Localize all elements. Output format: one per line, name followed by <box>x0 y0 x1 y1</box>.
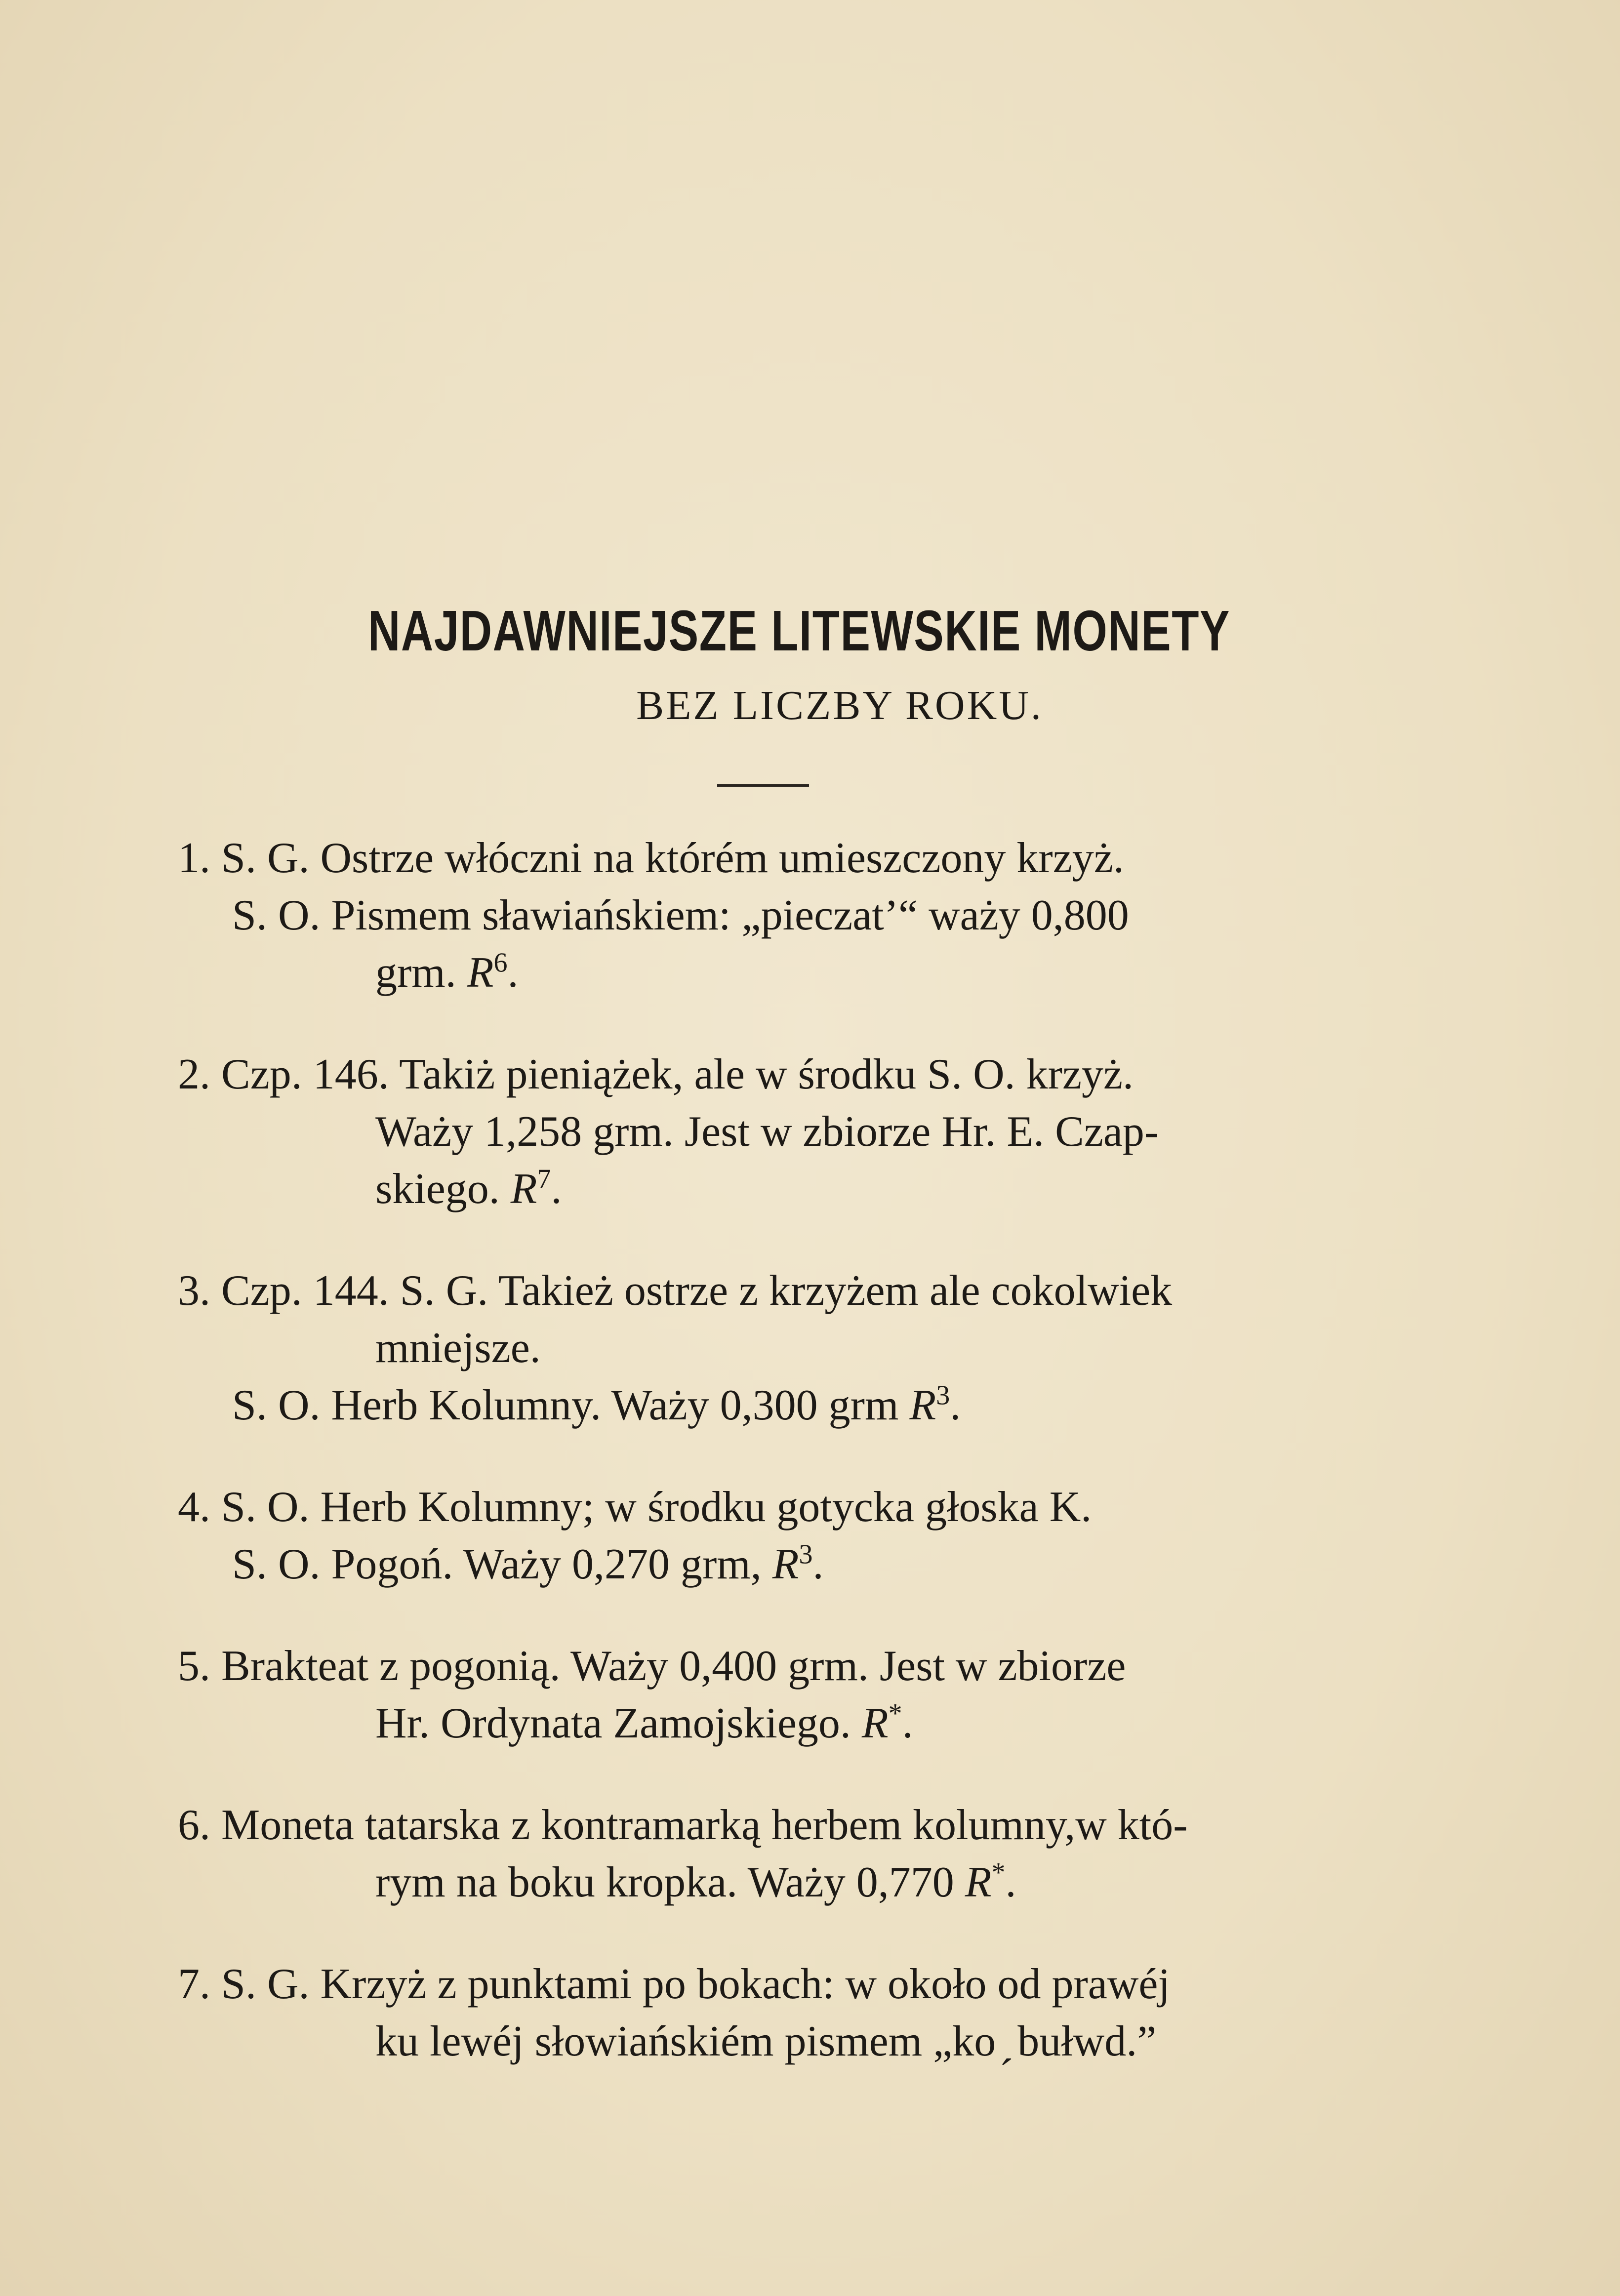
rarity-mark: R <box>467 949 494 997</box>
rarity-degree: 7 <box>537 1164 551 1195</box>
rarity-mark: R <box>861 1699 889 1747</box>
entry-line <box>178 1161 1363 1218</box>
punctuation: . <box>950 1381 961 1429</box>
entry-text: Czp. 144. S. G. Takież ostrze z krzyżem ale cokolwiek <box>221 1267 1173 1315</box>
entry-line: S. O. Pismem sławiańskiem: „pieczat’“ waży 0,800 <box>232 891 1129 939</box>
entry-text: Brakteat z pogonią. Waży 0,400 grm. Jest w zbiorze <box>221 1642 1126 1690</box>
rarity-mark: R <box>965 1858 992 1906</box>
entry-number: 4. <box>178 1483 210 1531</box>
entry-number: 5. <box>178 1642 210 1690</box>
entry-line <box>178 1956 1363 2013</box>
entry-line <box>178 830 1363 887</box>
rarity-degree: * <box>888 1698 902 1729</box>
entry-line <box>178 1854 1363 1911</box>
entry-line <box>178 944 1363 1002</box>
rarity-mark: R <box>772 1540 799 1588</box>
entry-line <box>178 1695 1363 1752</box>
rarity-degree: 6 <box>493 947 508 978</box>
entry-number: 1. <box>178 834 210 882</box>
entry-list <box>0 830 1620 2115</box>
rarity-mark: R <box>909 1381 936 1429</box>
punctuation: . <box>1005 1858 1016 1906</box>
page-subtitle: BEZ LICZBY ROKU. <box>636 683 1043 728</box>
entry-line <box>178 1377 1363 1434</box>
entry-number: 7. <box>178 1960 210 2008</box>
rarity-mark: R <box>510 1165 537 1213</box>
entry-number: 3. <box>178 1267 210 1315</box>
entry-text: Hr. Ordynata Zamojskiego. <box>375 1699 851 1747</box>
entry-text: S. G. Krzyż z punktami po bokach: w około od prawéj <box>221 1960 1170 2008</box>
entry-line <box>178 1536 1363 1593</box>
entry-text: Moneta tatarska z kontramarką herbem kolumny,w któ- <box>221 1801 1188 1849</box>
punctuation: . <box>551 1165 562 1213</box>
list-item <box>178 1638 1363 1752</box>
entry-text: skiego. <box>375 1165 500 1213</box>
rarity-degree: 3 <box>799 1539 813 1570</box>
entry-text: S. O. Pogoń. Waży 0,270 grm, <box>232 1540 762 1588</box>
rarity-degree: 3 <box>936 1380 950 1411</box>
list-item <box>178 1046 1363 1218</box>
entry-line: Waży 1,258 grm. Jest w zbiorze Hr. E. Czap- <box>375 1108 1159 1156</box>
punctuation: . <box>902 1699 913 1747</box>
entry-line: ku lewéj słowiańskiém pismem „ko ̗ bułwd.” <box>375 2017 1157 2065</box>
entry-line <box>178 1262 1363 1320</box>
page-title: NAJDAWNIEJSZE LITEWSKIE MONETY <box>368 599 1230 663</box>
entry-text: grm. <box>375 949 456 997</box>
rarity-degree: * <box>991 1857 1006 1888</box>
entry-line <box>178 1797 1363 1854</box>
list-item <box>178 1797 1363 1911</box>
entry-line: mniejsze. <box>375 1324 541 1372</box>
title-divider <box>717 784 809 787</box>
entry-text: rym na boku kropka. Waży 0,770 <box>375 1858 954 1906</box>
entry-number: 2. <box>178 1050 210 1098</box>
entry-text: Czp. 146. Takiż pieniążek, ale w środku S. O. krzyż. <box>221 1050 1134 1098</box>
list-item <box>178 1479 1363 1593</box>
punctuation: . <box>507 949 519 997</box>
entry-line <box>178 1479 1363 1536</box>
entry-number: 6. <box>178 1801 210 1849</box>
entry-text: S. O. Herb Kolumny. Waży 0,300 grm <box>232 1381 899 1429</box>
punctuation: . <box>812 1540 824 1588</box>
entry-text: S. O. Herb Kolumny; w środku gotycka głoska K. <box>221 1483 1092 1531</box>
entry-line <box>178 1046 1363 1103</box>
entry-line <box>178 1638 1363 1695</box>
list-item <box>178 830 1363 1002</box>
list-item <box>178 1262 1363 1434</box>
list-item <box>178 1956 1363 2070</box>
entry-text: S. G. Ostrze włóczni na którém umieszczony krzyż. <box>221 834 1124 882</box>
